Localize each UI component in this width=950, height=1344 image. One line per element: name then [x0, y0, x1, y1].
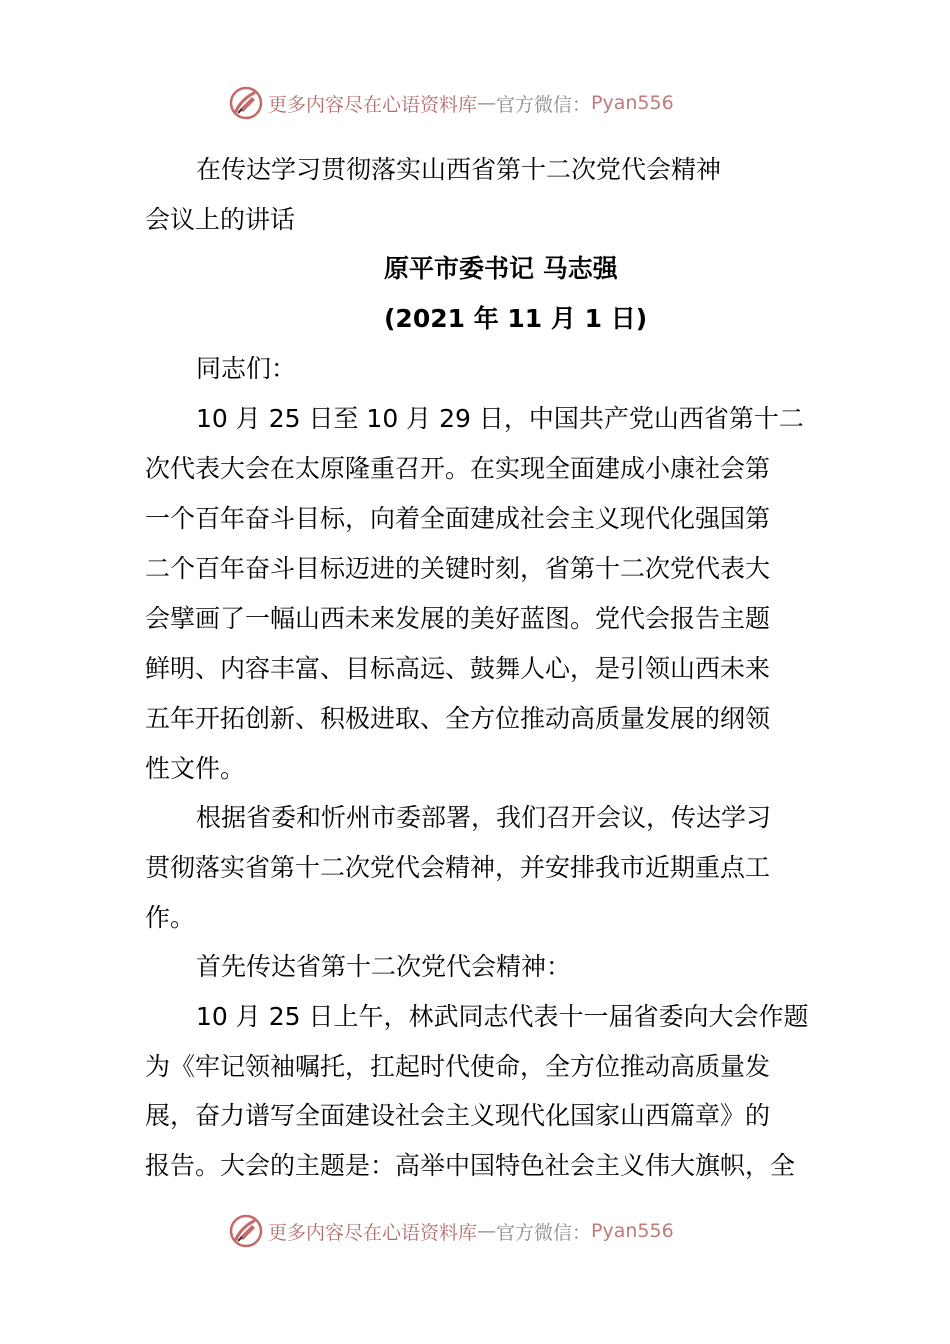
watermark-brand: 更多内容尽在心语资料库 [268, 93, 478, 116]
watermark-brand: 更多内容尽在心语资料库 [268, 1221, 478, 1244]
salutation: 同志们： [196, 354, 297, 383]
body-line: 根据省委和忻州市委部署，我们召开会议，传达学习 [196, 803, 772, 832]
body-line: 10 月 25 日上午，林武同志代表十一届省委向大会作题 [196, 1002, 809, 1031]
watermark-id: Pyan556 [591, 92, 674, 114]
watermark-label: 官方微信： [496, 1221, 592, 1244]
body-line: 二个百年奋斗目标迈进的关键时刻，省第十二次党代表大 [145, 554, 771, 583]
watermark-banner-top [228, 83, 674, 123]
title-line-1: 在传达学习贯彻落实山西省第十二次党代会精神 [196, 155, 722, 184]
body-line: 贯彻落实省第十二次党代会精神，并安排我市近期重点工 [145, 853, 771, 882]
body-line: 性文件。 [145, 754, 246, 783]
body-line: 五年开拓创新、积极进取、全方位推动高质量发展的纲领 [145, 704, 771, 733]
body-line: 首先传达省第十二次党代会精神： [196, 952, 572, 981]
body-line: 10 月 25 日至 10 月 29 日，中国共产党山西省第十二 [196, 404, 804, 433]
title-line-2: 会议上的讲话 [145, 205, 296, 234]
body-line: 一个百年奋斗目标，向着全面建成社会主义现代化强国第 [145, 504, 771, 533]
author-line: 原平市委书记 马志强 [384, 254, 618, 283]
pen-logo-icon [228, 85, 264, 121]
body-line: 展，奋力谱写全面建设社会主义现代化国家山西篇章》的 [145, 1101, 771, 1130]
body-line: 作。 [145, 903, 196, 932]
body-line: 为《牢记领袖嘱托，扛起时代使命，全方位推动高质量发 [145, 1052, 771, 1081]
body-line: 次代表大会在太原隆重召开。在实现全面建成小康社会第 [145, 454, 771, 483]
body-line: 鲜明、内容丰富、目标高远、鼓舞人心，是引领山西未来 [145, 654, 771, 683]
body-line: 会擘画了一幅山西未来发展的美好蓝图。党代会报告主题 [145, 604, 771, 633]
body-line: 报告。大会的主题是：高举中国特色社会主义伟大旗帜，全 [145, 1151, 796, 1180]
watermark-id: Pyan556 [591, 1220, 674, 1242]
watermark-dash: — [477, 92, 497, 114]
date-line: (2021 年 11 月 1 日) [384, 304, 648, 333]
watermark-label: 官方微信： [496, 93, 592, 116]
watermark-banner-bottom [228, 1211, 674, 1251]
pen-logo-icon [228, 1213, 264, 1249]
watermark-dash: — [477, 1220, 497, 1242]
